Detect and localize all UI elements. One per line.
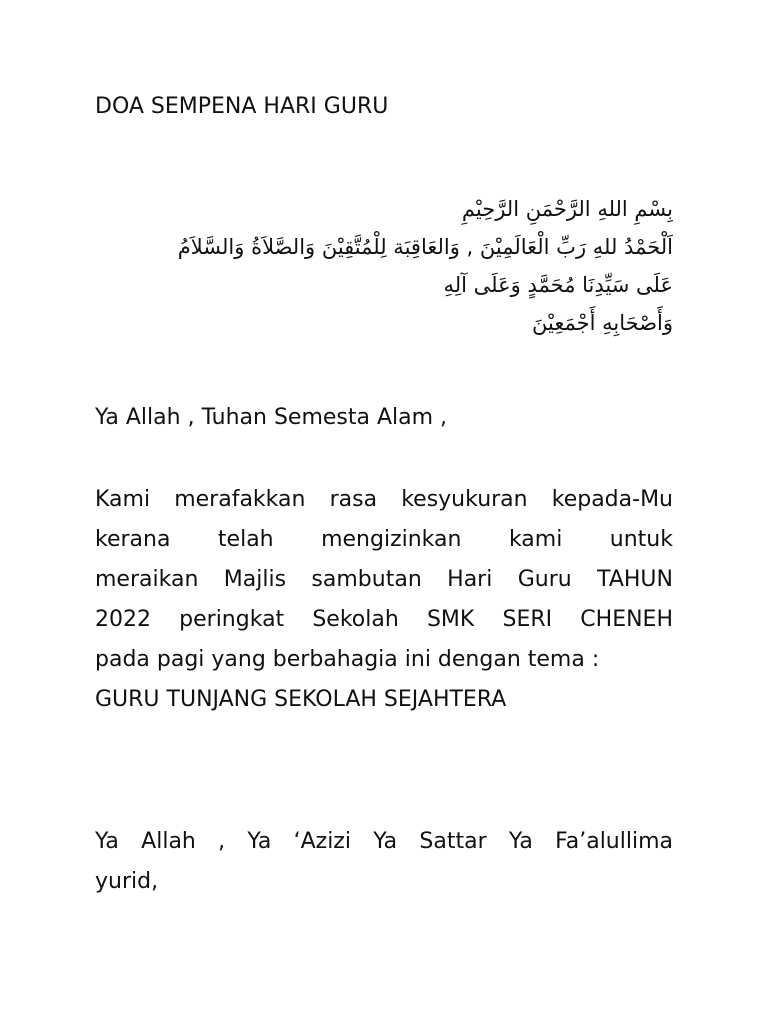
gratitude-line: 2022 peringkat Sekolah SMK SERI CHENEH xyxy=(95,607,673,632)
arabic-line-salawat: عَلَى سَيِّدِنَا مُحَمَّدٍ وَعَلَى آلِهِ xyxy=(443,273,673,297)
document-page xyxy=(95,0,673,1024)
gratitude-line: Kami merafakkan rasa kesyukuran kepada-Mu xyxy=(95,487,673,512)
theme-line: GURU TUNJANG SEKOLAH SEJAHTERA xyxy=(95,687,507,712)
gratitude-line: kerana telah mengizinkan kami untuk xyxy=(95,527,673,552)
gratitude-line: pada pagi yang berbahagia ini dengan tema : xyxy=(95,647,600,672)
arabic-line-hamdalah: اَلْحَمْدُ للهِ رَبِّ الْعَالَمِيْنَ , وَالعَاقِبَة لِلْمُتَّقِيْنَ وَالصَّلاَةُ وَالسَّلاَمُ xyxy=(177,235,673,259)
arabic-opening-prayer xyxy=(95,190,673,342)
arabic-line-basmala: بِسْمِ اللهِ الرَّحْمَنِ الرَّحِيْمِ xyxy=(461,197,673,221)
gratitude-line: meraikan Majlis sambutan Hari Guru TAHUN xyxy=(95,567,673,592)
salutation-2-line: yurid, xyxy=(95,869,159,894)
salutation-2-line: Ya Allah , Ya ‘Azizi Ya Sattar Ya Fa’alullima xyxy=(95,829,673,854)
arabic-line-companions: وَأَصْحَابِهِ أَجْمَعِيْنَ xyxy=(532,311,673,335)
salutation-paragraph-1: Ya Allah , Tuhan Semesta Alam , xyxy=(95,405,448,430)
document-title: DOA SEMPENA HARI GURU xyxy=(95,94,389,119)
gratitude-paragraph xyxy=(95,480,673,720)
salutation-paragraph-2 xyxy=(95,822,673,902)
